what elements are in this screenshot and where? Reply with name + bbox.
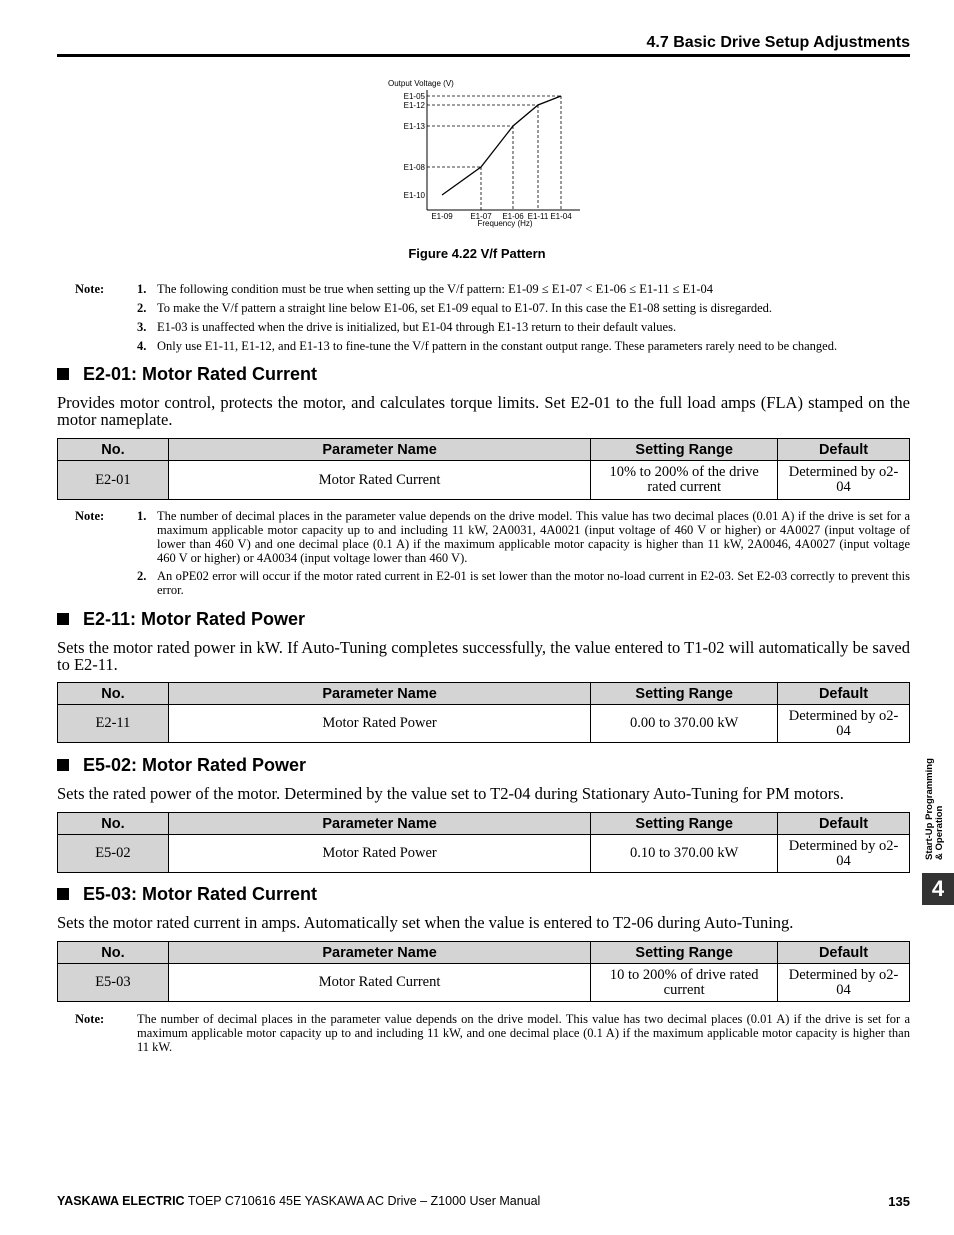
chapter-number-tab: 4 (922, 873, 954, 905)
cell-name: Motor Rated Power (168, 835, 590, 873)
table-row (58, 835, 910, 873)
chapter-label-line1: Start-Up Programming (924, 758, 935, 860)
section-title: E2-01: Motor Rated Current (83, 364, 318, 384)
note-text: The number of decimal places in the parameter value depends on the drive model. This value has two decimal places (0.01 A) if the drive is set for a maximum applicable motor capacity up to and including 11 kW, and one decimal place (0.1 A) if the maximum applicable motor capacity is higher than 11 kW. (137, 1012, 910, 1054)
cell-default: Determined by o2-04 (778, 964, 910, 1002)
section-body: Sets the motor rated power in kW. If Auto-Tuning completes successfully, the value entered to T1-02 will automatically be saved to E2-11. (57, 638, 910, 674)
section-heading (57, 884, 317, 905)
cell-name: Motor Rated Current (168, 964, 590, 1002)
x-tick-label: E1-07 (470, 212, 492, 221)
col-header-name: Parameter Name (168, 683, 590, 705)
footer-brand: YASKAWA ELECTRIC (57, 1194, 185, 1208)
section-title: E5-02: Motor Rated Power (83, 755, 307, 775)
note-number: 2. (137, 301, 147, 315)
note-number: 1. (137, 282, 147, 296)
parameter-table (57, 941, 910, 1002)
note-label: Note: (75, 509, 105, 523)
cell-range: 10% to 200% of the drive rated current (591, 461, 778, 500)
note-text: Only use E1-11, E1-12, and E1-13 to fine-tune the V/f pattern in the constant output range. These parameters rarely need to be changed. (157, 339, 838, 353)
x-axis-label: Frequency (Hz) (477, 219, 533, 228)
cell-name: Motor Rated Power (168, 705, 590, 743)
col-header-range: Setting Range (591, 439, 778, 461)
x-tick-label: E1-11 (527, 212, 549, 221)
col-header-default: Default (778, 942, 910, 964)
cell-default: Determined by o2-04 (778, 461, 910, 500)
section-title: E2-11: Motor Rated Power (83, 609, 306, 629)
parameter-table (57, 682, 910, 743)
col-header-name: Parameter Name (168, 942, 590, 964)
header-title: 4.7 Basic Drive Setup Adjustments (646, 34, 910, 51)
cell-no: E5-03 (58, 964, 169, 1002)
x-tick-label: E1-04 (550, 212, 572, 221)
vf-curve (442, 96, 561, 195)
cell-name: Motor Rated Current (168, 461, 590, 500)
cell-range: 10 to 200% of drive rated current (591, 964, 778, 1002)
col-header-range: Setting Range (591, 942, 778, 964)
cell-range: 0.10 to 370.00 kW (591, 835, 778, 873)
y-tick-label: E1-12 (403, 101, 425, 110)
col-header-no: No. (58, 439, 169, 461)
col-header-range: Setting Range (591, 813, 778, 835)
note-number: 2. (137, 569, 147, 583)
section-title: E5-03: Motor Rated Current (83, 884, 318, 904)
note-label: Note: (75, 1012, 105, 1026)
y-tick-label: E1-05 (403, 92, 425, 101)
table-row (58, 964, 910, 1002)
section-heading (57, 364, 317, 385)
note-number: 4. (137, 339, 147, 353)
section-heading (57, 609, 305, 630)
col-header-no: No. (58, 813, 169, 835)
dashed-guides (427, 96, 561, 210)
col-header-name: Parameter Name (168, 813, 590, 835)
y-axis-label: Output Voltage (V) (388, 79, 454, 88)
col-header-no: No. (58, 683, 169, 705)
bullet-square-icon (57, 613, 69, 625)
col-header-range: Setting Range (591, 683, 778, 705)
section-body: Provides motor control, protects the motor, and calculates torque limits. Set E2-01 to the full load amps (FLA) stamped on the motor nameplate. (57, 393, 910, 429)
note-text: An oPE02 error will occur if the motor rated current in E2-01 is set lower than the motor no-load current in E2-03. Set E2-03 correctly to prevent this error. (157, 569, 910, 597)
footer-doc: TOEP C710616 45E YASKAWA AC Drive – Z1000 User Manual (184, 1194, 541, 1208)
x-tick-label: E1-09 (431, 212, 453, 221)
note-number: 3. (137, 320, 147, 334)
table-row (58, 705, 910, 743)
footer (57, 1194, 540, 1208)
note-text: The following condition must be true when setting up the V/f pattern: E1-09 ≤ E1-07 < E1-06 ≤ E1-11 ≤ E1-04 (157, 282, 713, 296)
bullet-square-icon (57, 759, 69, 771)
figure-caption: Figure 4.22 V/f Pattern (408, 246, 546, 261)
vf-pattern-chart (380, 76, 590, 236)
col-header-default: Default (778, 439, 910, 461)
parameter-table (57, 812, 910, 873)
x-tick-label: E1-06 (502, 212, 524, 221)
bullet-square-icon (57, 368, 69, 380)
col-header-name: Parameter Name (168, 439, 590, 461)
note-text: The number of decimal places in the parameter value depends on the drive model. This value has two decimal places (0.01 A) if the drive is set for a maximum applicable motor capacity up to and including 11 kW, 2A0031, 4A0021 (input voltage of 460 V or higher) or 4A0027 (input voltage of lower than 460 V) and one decimal place (0.1 A) if the maximum applicable motor capacity is higher than 11 kW, 2A0046, 4A0027 (input voltage 460 V or higher) or 4A0034 (input voltage lower than 460 V). (157, 509, 910, 565)
y-tick-label: E1-08 (403, 163, 425, 172)
parameter-table (57, 438, 910, 500)
cell-no: E2-11 (58, 705, 169, 743)
note-number: 1. (137, 509, 147, 523)
section-body: Sets the rated power of the motor. Determined by the value set to T2-04 during Stationary Auto-Tuning for PM motors. (57, 784, 844, 803)
chapter-side-label (918, 735, 945, 860)
bullet-square-icon (57, 888, 69, 900)
section-body: Sets the motor rated current in amps. Automatically set when the value is entered to T2-06 during Auto-Tuning. (57, 913, 794, 932)
table-row (58, 461, 910, 500)
note-text: To make the V/f pattern a straight line below E1-06, set E1-09 equal to E1-07. In this case the E1-08 setting is disregarded. (157, 301, 773, 315)
note-label: Note: (75, 282, 105, 296)
cell-default: Determined by o2-04 (778, 835, 910, 873)
cell-no: E5-02 (58, 835, 169, 873)
y-tick-label: E1-10 (403, 191, 425, 200)
y-tick-label: E1-13 (403, 122, 425, 131)
header-rule (57, 54, 910, 57)
note-text: E1-03 is unaffected when the drive is initialized, but E1-04 through E1-13 return to their default values. (157, 320, 677, 334)
col-header-no: No. (58, 942, 169, 964)
cell-no: E2-01 (58, 461, 169, 500)
cell-range: 0.00 to 370.00 kW (591, 705, 778, 743)
col-header-default: Default (778, 813, 910, 835)
col-header-default: Default (778, 683, 910, 705)
section-heading (57, 755, 306, 776)
chapter-label-line2: & Operation (934, 805, 945, 860)
page-number: 135 (888, 1194, 910, 1209)
cell-default: Determined by o2-04 (778, 705, 910, 743)
